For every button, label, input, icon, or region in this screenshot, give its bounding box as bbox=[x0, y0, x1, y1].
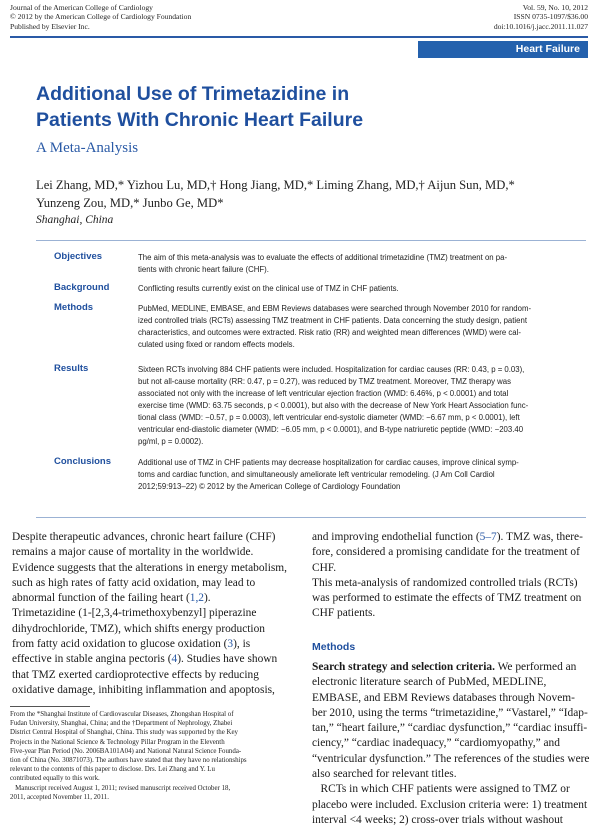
citation-link[interactable]: 4 bbox=[171, 653, 178, 666]
body-line: ber 2010, using the terms “trimetazidine,” “Vastarel,” “Idap- bbox=[312, 706, 588, 719]
body-line: placebo were included. Exclusion criteria were: 1) treatment bbox=[312, 798, 588, 811]
footnote-line: contributed equally to this work. bbox=[10, 775, 100, 783]
header-rule bbox=[10, 36, 588, 38]
abstract-label: Results bbox=[54, 363, 89, 374]
footnote-line: From the *Shanghai Institute of Cardiovascular Diseases, Zhongshan Hospital of bbox=[10, 711, 234, 718]
abstract-text bbox=[138, 364, 528, 448]
body-line: “ventricular dysfunction.” The references of the studies were bbox=[312, 752, 590, 765]
abstract-line: exercise time (WMD: 63.75 seconds, p < 0.0001), but also with the decrease of New York Heart Association func- bbox=[138, 401, 529, 410]
footnote-line: relevant to the contents of this paper to disclose. Drs. Lei Zhang and Y. Lu bbox=[10, 766, 215, 774]
abstract-text bbox=[138, 283, 399, 295]
abstract-text bbox=[138, 303, 531, 351]
abstract-line: pg/ml, p = 0.0002). bbox=[138, 437, 204, 446]
body-line: interval <4 weeks; 2) cross-over trials without washout bbox=[312, 813, 563, 826]
body-line: RCTs in which CHF patients were assigned to TMZ or bbox=[312, 783, 570, 796]
journal-name: Journal of the American College of Cardiology bbox=[10, 3, 153, 12]
body-line: and improving endothelial function (5–7). TMZ was, there- bbox=[312, 531, 583, 543]
abstract-line: Conflicting results currently exist on the clinical use of TMZ in CHF patients. bbox=[138, 284, 399, 293]
abstract-text bbox=[138, 252, 507, 276]
right-column-methods bbox=[312, 660, 589, 828]
abstract-line: tional class (WMD: −0.57, p = 0.0003), left ventricular end-systolic diameter (WMD: −6.67 mm, p < 0.0001), left bbox=[138, 413, 520, 422]
article-title bbox=[36, 81, 556, 133]
body-line: Trimetazidine (1-[2,3,4-trimethoxybenzyl] piperazine bbox=[12, 607, 257, 620]
body-line: This meta-analysis of randomized controlled trials (RCTs) bbox=[312, 576, 578, 589]
journal-header-right bbox=[494, 3, 588, 31]
left-column bbox=[12, 530, 287, 698]
body-line: Search strategy and selection criteria. We performed an bbox=[312, 661, 577, 673]
journal-header-left bbox=[10, 3, 191, 31]
footnote-line: Fudan University, Shanghai, China; and the †Department of Nephrology, Zhabei bbox=[10, 720, 233, 728]
journal-volume: Vol. 59, No. 10, 2012 bbox=[522, 3, 588, 12]
abstract-line: The aim of this meta-analysis was to evaluate the effects of additional trimetazidine (TMZ) treatment on pa- bbox=[138, 253, 508, 262]
abstract-line: PubMed, MEDLINE, EMBASE, and EBM Reviews databases were searched through November 2010 for random- bbox=[138, 304, 532, 313]
methods-heading: Methods bbox=[312, 641, 356, 653]
section-label: Heart Failure bbox=[418, 41, 588, 58]
body-line: Evidence suggests that the alterations in energy metabolism, bbox=[12, 561, 287, 574]
citation-link[interactable]: 3 bbox=[227, 638, 234, 651]
body-line: such as high rates of fatty acid oxidation, may lead to bbox=[12, 576, 256, 589]
journal-doi: doi:10.1016/j.jacc.2011.11.027 bbox=[493, 21, 588, 31]
structured-abstract bbox=[36, 240, 586, 518]
body-line: CHF. bbox=[312, 561, 337, 574]
citation-link[interactable]: 5–7 bbox=[479, 531, 497, 543]
body-line: tan,” “heart failure,” “cardiac dysfunction,” “cardiac insuffi- bbox=[312, 722, 588, 735]
subsection-heading: Search strategy and selection criteria. bbox=[312, 661, 495, 673]
body-line: ciency,” “cardiac inadequacy,” “cardiomyopathy,” and bbox=[312, 737, 560, 750]
body-line: effective in stable angina pectoris (4). Studies have shown bbox=[12, 653, 278, 666]
abstract-line: ized controlled trials (RCTs) assessing TMZ treatment in CHF patients. Data concerning the study design, patient bbox=[138, 316, 528, 325]
footnote-line: tion of China (No. 30871073). The authors have stated that they have no relationships bbox=[10, 757, 247, 765]
body-line: Despite therapeutic advances, chronic heart failure (CHF) bbox=[12, 531, 276, 543]
body-line: abnormal function of the failing heart (1,2). bbox=[12, 592, 211, 605]
body-line: dihydrochloride, TMZ), which shifts energy production bbox=[12, 622, 265, 635]
abstract-line: Sixteen RCTs involving 884 CHF patients were included. Hospitalization for cardiac causes (RR: 0.43, p = 0.03), bbox=[138, 365, 525, 374]
abstract-label: Conclusions bbox=[54, 456, 112, 467]
body-line: remains a major cause of mortality in the worldwide. bbox=[12, 546, 254, 559]
body-line: from fatty acid oxidation to glucose oxidation (3), is bbox=[12, 638, 251, 651]
author-line: Yunzeng Zou, MD,* Junbo Ge, MD* bbox=[36, 196, 224, 210]
abstract-line: tients with chronic heart failure (CHF). bbox=[138, 265, 269, 274]
footnote-line: 2011, accepted November 11, 2011. bbox=[10, 793, 109, 801]
body-line: fore, considered a promising candidate for the treatment of bbox=[312, 546, 580, 559]
journal-copyright: © 2012 by the American College of Cardiology Foundation bbox=[10, 12, 192, 22]
author-line: Lei Zhang, MD,* Yizhou Lu, MD,† Hong Jiang, MD,* Liming Zhang, MD,† Aijun Sun, MD,* bbox=[36, 178, 515, 192]
article-subtitle: A Meta-Analysis bbox=[36, 140, 139, 156]
body-line: that TMZ exerted cardioprotective effects by reducing bbox=[12, 668, 259, 681]
citation-link[interactable]: 1,2 bbox=[189, 592, 205, 605]
abstract-text bbox=[138, 457, 519, 493]
footnote-line: District Central Hospital of Shanghai, China. This study was supported by the Key bbox=[10, 729, 238, 737]
footnote bbox=[10, 710, 247, 802]
abstract-line: culated using fixed or random effects models. bbox=[138, 340, 295, 349]
abstract-line: ventricular end-diastolic diameter (WMD: −6.05 mm, p < 0.0001), and B-type natriuretic peptide (WMD: −203.40 bbox=[138, 425, 524, 434]
abstract-label: Objectives bbox=[54, 251, 103, 262]
body-line: electronic literature search of PubMed, MEDLINE, bbox=[312, 676, 547, 689]
body-line: was performed to estimate the effects of TMZ treatment on bbox=[312, 592, 582, 605]
footnote-rule bbox=[10, 706, 90, 707]
abstract-label: Background bbox=[54, 282, 110, 293]
article-title-line: Patients With Chronic Heart Failure bbox=[36, 109, 364, 131]
author-list bbox=[36, 176, 581, 212]
footnote-line: Manuscript received August 1, 2011; revised manuscript received October 18, bbox=[10, 784, 231, 792]
abstract-line: but not all-cause mortality (RR: 0.47, p = 0.27), was reduced by TMZ treatment. Moreover, TMZ therapy was bbox=[138, 377, 512, 386]
abstract-line: characteristics, and outcomes were extracted. Risk ratio (RR) and weighted mean differences (WMD) were cal- bbox=[138, 328, 521, 337]
abstract-line: associated not only with the increase of left ventricular ejection fraction (WMD: 6.46%, p < 0.0001) and total bbox=[138, 389, 509, 398]
right-column-top bbox=[312, 530, 583, 622]
body-line: EMBASE, and EBM Reviews databases through Novem- bbox=[312, 691, 575, 704]
journal-issn: ISSN 0735-1097/$36.00 bbox=[513, 12, 588, 22]
footnote-line: Projects in the National Science & Technology Pillar Program in the Eleventh bbox=[10, 738, 225, 746]
abstract-line: Additional use of TMZ in CHF patients may decrease hospitalization for cardiac causes, improve clinical symp- bbox=[138, 458, 519, 467]
journal-publisher: Published by Elsevier Inc. bbox=[10, 21, 90, 31]
body-line: also searched for relevant titles. bbox=[312, 768, 457, 781]
footnote-line: Five-year Plan Period (No. 2006BA101A04) and National Natural Science Founda- bbox=[10, 747, 242, 755]
article-title-line: Additional Use of Trimetazidine in bbox=[36, 83, 350, 105]
abstract-line: toms and cardiac function, and simultaneously ameliorate left ventricular remodeling. (J Am Coll Cardiol bbox=[138, 470, 495, 479]
affiliation: Shanghai, China bbox=[36, 214, 114, 226]
body-line: CHF patients. bbox=[312, 607, 376, 620]
abstract-label: Methods bbox=[54, 302, 94, 313]
body-line: oxidative damage, inhibiting inflammation and apoptosis, bbox=[12, 683, 275, 696]
abstract-line: 2012;59:913–22) © 2012 by the American College of Cardiology Foundation bbox=[138, 482, 401, 491]
